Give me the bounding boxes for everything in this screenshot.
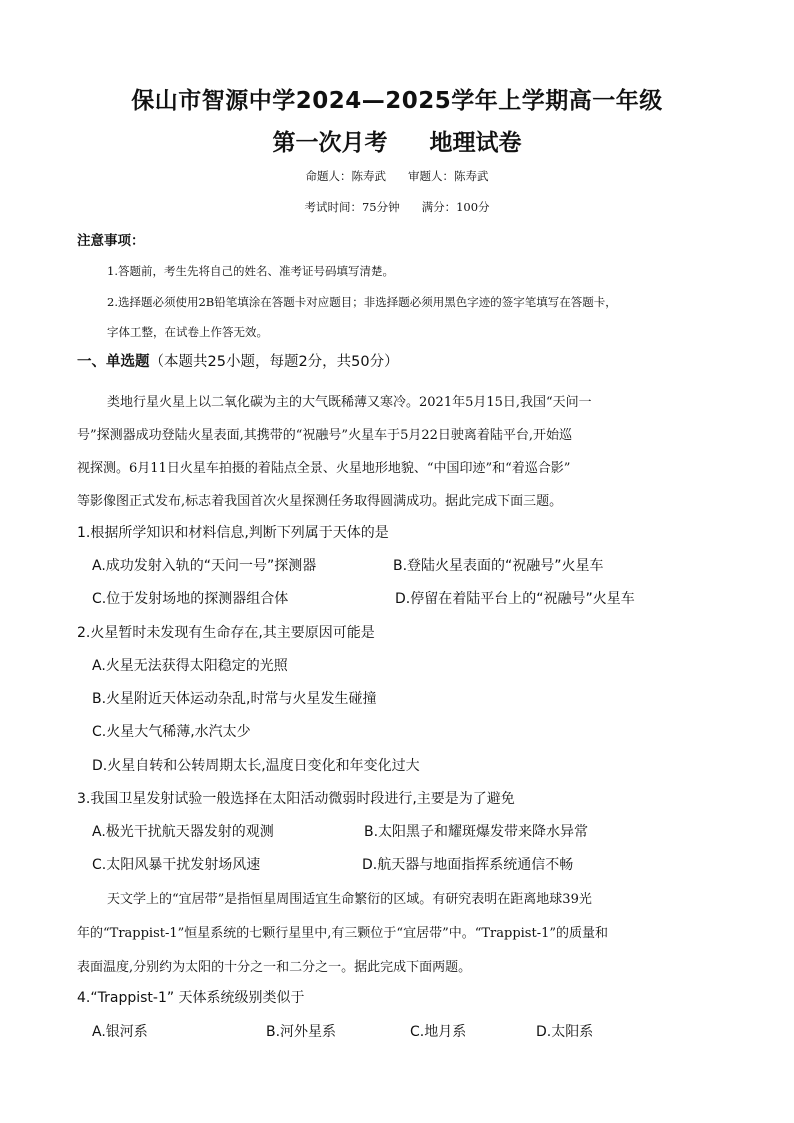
q1-option-c: C.位于发射场地的探测器组合体 [92, 591, 289, 607]
q1-option-b: B.登陆火星表面的“祝融号”火星车 [393, 558, 604, 574]
passage1-line: 等影像图正式发布,标志着我国首次火星探测任务取得圆满成功。据此完成下面三题。 [77, 494, 563, 509]
q4-option-c: C.地月系 [410, 1024, 467, 1040]
section-heading [77, 350, 399, 371]
section-title: 一、单选题 [77, 354, 150, 370]
passage2-line: 年的“Trappist-1”恒星系统的七颗行星里中,有三颗位于“宜居带”中。“Trappist-1”的质量和 [77, 926, 609, 941]
exam-subtitle-part2: 地理试卷 [429, 130, 522, 156]
q2-option-b: B.火星附近天体运动杂乱,时常与火星发生碰撞 [92, 691, 377, 707]
q3-option-d: D.航天器与地面指挥系统通信不畅 [362, 857, 574, 873]
question-4-stem: 4.“Trappist-1” 天体系统级别类似于 [77, 990, 305, 1006]
notice-item-1: 1.答题前，考生先将自己的姓名、准考证号码填写清楚。 [107, 264, 394, 278]
passage1-line: 号”探测器成功登陆火星表面,其携带的“祝融号”火星车于5月22日驶离着陆平台,开始巡 [77, 428, 573, 443]
question-3-stem: 3.我国卫星发射试验一般选择在太阳活动微弱时段进行,主要是为了避免 [77, 791, 515, 807]
passage2-line: 表面温度,分别约为太阳的十分之一和二分之一。据此完成下面两题。 [77, 960, 472, 975]
q4-option-a: A.银河系 [92, 1024, 148, 1040]
q2-option-d: D.火星自转和公转周期太长,温度日变化和年变化过大 [92, 758, 420, 774]
exam-info-line [0, 199, 794, 215]
q4-option-d: D.太阳系 [536, 1024, 594, 1040]
passage2-line: 天文学上的“宜居带”是指恒星周围适宜生命繁衍的区域。有研究表明在距离地球39光 [107, 892, 592, 907]
exam-subtitle [0, 124, 794, 157]
passage1-line: 类地行星火星上以二氧化碳为主的大气既稀薄又寒冷。2021年5月15日,我国“天问一 [107, 395, 592, 410]
q2-option-c: C.火星大气稀薄,水汽太少 [92, 724, 251, 740]
passage1-line: 视探测。6月11日火星车拍摄的着陆点全景、火星地形地貌、“中国印迹”和“着巡合影” [77, 461, 571, 476]
author-line [0, 168, 794, 184]
q3-option-a: A.极光干扰航天器发射的观测 [92, 824, 274, 840]
exam-time-text: 考试时间：75分钟 [304, 200, 400, 214]
full-score-text: 满分：100分 [421, 200, 490, 214]
q3-option-b: B.太阳黑子和耀斑爆发带来降水异常 [364, 824, 589, 840]
question-1-stem: 1.根据所学知识和材料信息,判断下列属于天体的是 [77, 525, 389, 541]
reviewer-text: 审题人：陈寿武 [408, 169, 489, 183]
notice-item-2: 2.选择题必须使用2B铅笔填涂在答题卡对应题目；非选择题必须用黑色字迹的签字笔填写在答题卡， [107, 295, 617, 309]
q1-option-d: D.停留在着陆平台上的“祝融号”火星车 [395, 591, 635, 607]
exam-subtitle-part1: 第一次月考 [272, 130, 388, 156]
section-description: （本题共25小题，每题2分，共50分） [149, 354, 399, 370]
notice-item-2-cont: 字体工整，在试卷上作答无效。 [107, 325, 268, 339]
setter-text: 命题人：陈寿武 [305, 169, 386, 183]
question-2-stem: 2.火星暂时未发现有生命存在,其主要原因可能是 [77, 625, 375, 641]
q2-option-a: A.火星无法获得太阳稳定的光照 [92, 658, 288, 674]
exam-title: 保山市智源中学2024—2025学年上学期高一年级 [131, 88, 663, 114]
q4-option-b: B.河外星系 [266, 1024, 337, 1040]
q1-option-a: A.成功发射入轨的“天问一号”探测器 [92, 558, 317, 574]
notice-heading: 注意事项： [77, 233, 145, 249]
q3-option-c: C.太阳风暴干扰发射场风速 [92, 857, 261, 873]
